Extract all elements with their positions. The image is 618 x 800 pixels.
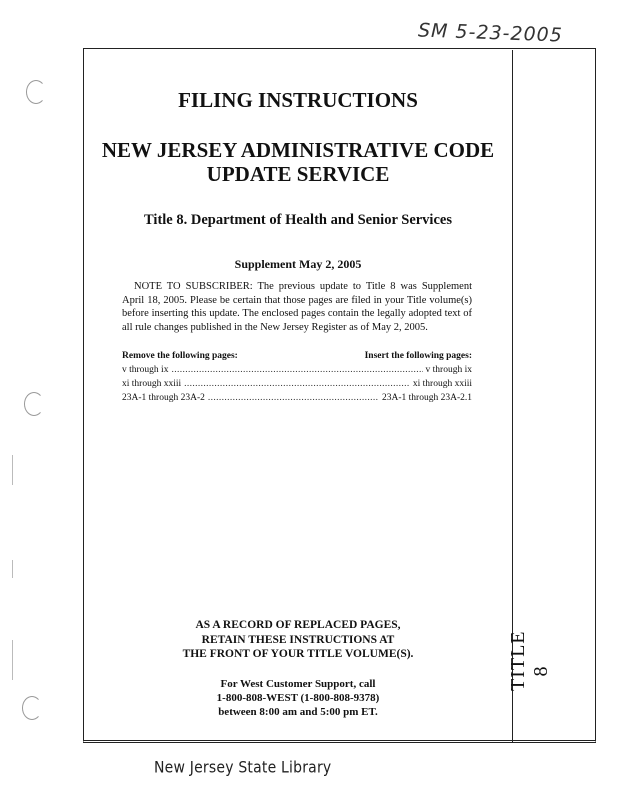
remove-pages-cell: v through ix — [122, 365, 169, 375]
dot-leader — [184, 379, 410, 389]
record-line: THE FRONT OF YOUR TITLE VOLUME(S). — [182, 648, 414, 660]
title-subtitle: Title 8. Department of Health and Senior Services — [144, 212, 452, 228]
pages-table-row — [122, 393, 472, 403]
scan-mark — [12, 640, 13, 680]
scan-mark — [12, 455, 13, 485]
support-line: For West Customer Support, call — [220, 678, 376, 690]
remove-pages-header: Remove the following pages: — [122, 351, 238, 361]
record-instructions — [83, 618, 513, 662]
scan-mark — [12, 560, 13, 578]
binder-hole — [22, 696, 42, 720]
record-line: AS A RECORD OF REPLACED PAGES, — [195, 619, 401, 631]
supplement-date: Supplement May 2, 2005 — [234, 257, 362, 271]
dot-leader — [171, 365, 422, 375]
code-title-line: UPDATE SERVICE — [206, 162, 390, 186]
insert-pages-cell: v through ix — [425, 365, 472, 375]
remove-pages-cell: 23A-1 through 23A-2 — [122, 393, 205, 403]
library-stamp: New Jersey State Library — [154, 758, 332, 778]
code-title-line: NEW JERSEY ADMINISTRATIVE CODE — [101, 138, 495, 162]
remove-pages-cell: xi through xxiii — [122, 379, 182, 389]
support-hours: between 8:00 am and 5:00 pm ET. — [218, 706, 378, 718]
dot-leader — [208, 393, 379, 403]
handwritten-date-note: SM 5-23-2005 — [417, 19, 564, 47]
pages-table-header — [122, 351, 472, 361]
insert-pages-cell: 23A-1 through 23A-2.1 — [382, 393, 472, 403]
insert-pages-header: Insert the following pages: — [364, 351, 472, 361]
binder-hole — [26, 80, 46, 104]
subscriber-note: NOTE TO SUBSCRIBER: The previous update to Title 8 was Supplement April 18, 2005. Please be certain that those pages are filed in your Title volume(s) before inserting this update. The enclosed pages contain the legally adopted text of all rule changes published in the New Jersey Register as of May 2, 2005. — [122, 281, 472, 333]
pages-table-row — [122, 379, 472, 389]
support-phone: 1-800-808-WEST (1-800-808-9378) — [216, 692, 380, 704]
title-tab-label: TITLE 8 — [507, 630, 552, 691]
customer-support — [83, 677, 513, 719]
insert-pages-cell: xi through xxiii — [412, 379, 472, 389]
page-title: FILING INSTRUCTIONS — [178, 88, 418, 112]
code-title — [83, 138, 513, 186]
binder-hole — [24, 392, 44, 416]
record-line: RETAIN THESE INSTRUCTIONS AT — [201, 633, 395, 646]
pages-table-row — [122, 365, 472, 375]
